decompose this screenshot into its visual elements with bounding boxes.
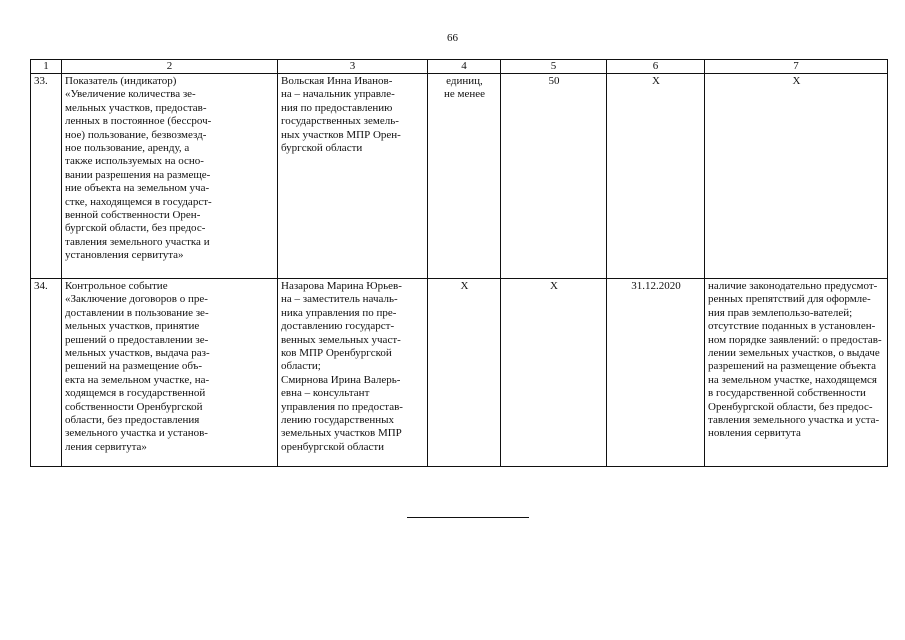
row-note: X: [705, 74, 888, 279]
row-unit: X: [428, 279, 501, 467]
row-responsible: Вольская Инна Иванов- на – начальник управле- ния по предоставлению государственных земель- ных участков МПР Орен- бургской области: [278, 74, 428, 279]
row-value: 50: [501, 74, 607, 279]
row-description: Контрольное событие «Заключение договоров о пре- доставлении в пользование зе- мельных участков, принятие решений о предоставлении зе- мельных участков, выдача раз- решений на размещение объ- екта на земельном участке, на- ходящемся в государственной собственности Оренбургской области, без предоставления земельного участка и установ- ления сервитута»: [62, 279, 278, 467]
row-description: Показатель (индикатор) «Увеличение количества зе- мельных участков, предостав- ленных в постоянное (бессроч- ное) пользование, безвозмезд- ное пользование, аренду, а также используемых на осно- вании разрешения на размеще- ние объекта на земельном уча- стке, находящемся в государст- венной собственности Орен- бургской области, без предос- тавления земельного участка и установления сервитута»: [62, 74, 278, 279]
column-header: 1: [31, 60, 62, 74]
row-number: 34.: [31, 279, 62, 467]
row-number: 33.: [31, 74, 62, 279]
row-value: X: [501, 279, 607, 467]
row-unit: единиц, не менее: [428, 74, 501, 279]
column-header: 7: [705, 60, 888, 74]
row-deadline: 31.12.2020: [607, 279, 705, 467]
page-number: 66: [447, 32, 458, 44]
row-note: наличие законодательно предусмот- ренных препятствий для оформле- ния прав землепользо-вателей; отсутствие поданных в установлен- ном порядке заявлений: о предостав- лении земельных участков, о выдаче разрешений на размещение объекта на земельном участке, находящемся в государственной собственности Оренбургской области, без предос- тавления земельного участка и уста- новления сервитута: [705, 279, 888, 467]
column-header: 2: [62, 60, 278, 74]
column-header: 3: [278, 60, 428, 74]
table-row: [31, 74, 888, 279]
row-deadline: X: [607, 74, 705, 279]
separator-line: [407, 517, 529, 518]
column-header: 6: [607, 60, 705, 74]
plan-table: [30, 59, 888, 467]
column-header: 4: [428, 60, 501, 74]
header-row: [31, 60, 888, 74]
table-row: [31, 279, 888, 467]
column-header: 5: [501, 60, 607, 74]
row-responsible: Назарова Марина Юрьев- на – заместитель началь- ника управления по пре- доставлению государст- венных земельных участ- ков МПР Оренбургской области; Смирнова Ирина Валерь- евна – консультант управления по предостав- лению государственных земельных участков МПР оренбургской области: [278, 279, 428, 467]
